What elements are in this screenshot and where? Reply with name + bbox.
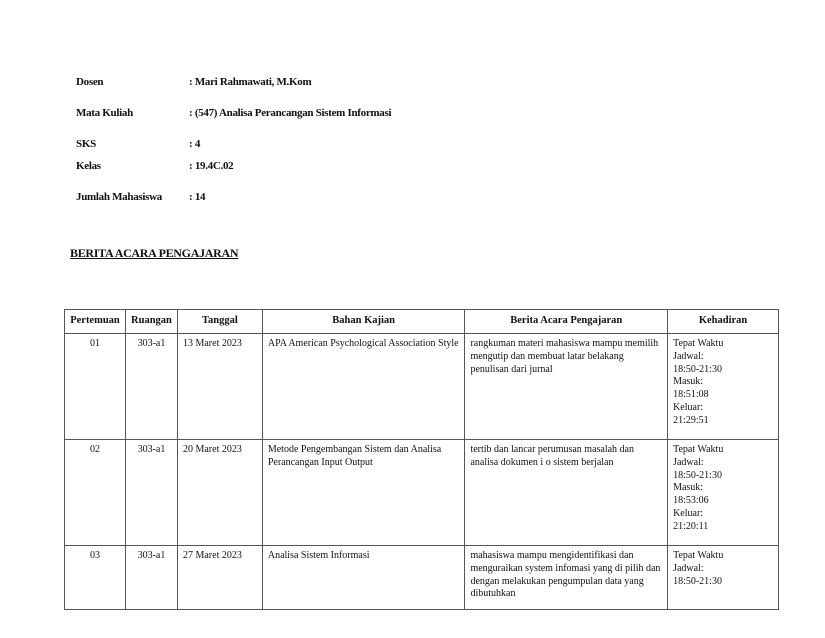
cell-kehadiran <box>668 334 779 440</box>
jumlah-mahasiswa-label: Jumlah Mahasiswa <box>76 191 162 203</box>
table-row <box>65 440 779 546</box>
cell-ruangan: 303-a1 <box>125 440 177 546</box>
jadwal-label: Jadwal: <box>673 562 704 574</box>
mata-kuliah-label: Mata Kuliah <box>76 107 133 119</box>
cell-tanggal: 27 Maret 2023 <box>177 546 262 610</box>
jadwal-value: 18:50-21:30 <box>673 575 722 587</box>
cell-berita-acara: rangkuman materi mahasiswa mampu memilih mengutip dan membuat latar belakang penulisan dari jurnal <box>465 334 668 440</box>
col-header-bahan-kajian: Bahan Kajian <box>262 310 465 334</box>
info-jumlah-mahasiswa <box>76 191 205 203</box>
jumlah-mahasiswa-value: : 14 <box>189 191 206 203</box>
jadwal-label: Jadwal: <box>673 456 704 468</box>
dosen-value: : Mari Rahmawati, M.Kom <box>189 76 312 88</box>
jadwal-label: Jadwal: <box>673 350 704 362</box>
cell-bahan-kajian: Analisa Sistem Informasi <box>262 546 465 610</box>
kehadiran-status: Tepat Waktu <box>673 338 724 349</box>
dosen-label: Dosen <box>76 76 104 88</box>
kehadiran-status: Tepat Waktu <box>673 550 724 561</box>
table-row <box>65 334 779 440</box>
keluar-value: 21:29:51 <box>673 414 709 426</box>
cell-berita-acara: mahasiswa mampu mengidentifikasi dan menguraikan system infomasi yang di pilih dan dengan melakukan pengumpulan data yang dibutuhkan <box>465 546 668 610</box>
kelas-label: Kelas <box>76 160 101 172</box>
cell-pertemuan: 02 <box>65 440 126 546</box>
cell-bahan-kajian: APA American Psychological Association Style <box>262 334 465 440</box>
berita-acara-table <box>64 309 779 610</box>
masuk-value: 18:51:08 <box>673 389 709 401</box>
sks-label: SKS <box>76 138 96 150</box>
cell-ruangan: 303-a1 <box>125 546 177 610</box>
col-header-kehadiran: Kehadiran <box>668 310 779 334</box>
table-row <box>65 546 779 610</box>
kehadiran-status: Tepat Waktu <box>673 444 724 455</box>
col-header-pertemuan: Pertemuan <box>65 310 126 334</box>
kelas-value: : 19.4C.02 <box>189 160 234 172</box>
mata-kuliah-value: : (547) Analisa Perancangan Sistem Informasi <box>189 107 392 119</box>
jadwal-value: 18:50-21:30 <box>673 363 722 375</box>
cell-berita-acara: tertib dan lancar perumusan masalah dan analisa dokumen i o sistem berjalan <box>465 440 668 546</box>
info-dosen <box>76 76 311 88</box>
keluar-label: Keluar: <box>673 401 704 413</box>
col-header-tanggal: Tanggal <box>177 310 262 334</box>
sks-value: : 4 <box>189 138 201 150</box>
masuk-value: 18:53:06 <box>673 495 709 507</box>
keluar-value: 21:20:11 <box>673 520 709 532</box>
keluar-label: Keluar: <box>673 507 704 519</box>
masuk-label: Masuk: <box>673 376 704 388</box>
cell-ruangan: 303-a1 <box>125 334 177 440</box>
cell-tanggal: 20 Maret 2023 <box>177 440 262 546</box>
col-header-berita-acara: Berita Acara Pengajaran <box>465 310 668 334</box>
cell-pertemuan: 01 <box>65 334 126 440</box>
cell-pertemuan: 03 <box>65 546 126 610</box>
cell-tanggal: 13 Maret 2023 <box>177 334 262 440</box>
info-kelas <box>76 160 233 172</box>
cell-kehadiran <box>668 546 779 610</box>
col-header-ruangan: Ruangan <box>125 310 177 334</box>
section-heading: BERITA ACARA PENGAJARAN <box>70 246 239 260</box>
info-sks <box>76 138 200 150</box>
table-header-row <box>65 310 779 334</box>
cell-bahan-kajian: Metode Pengembangan Sistem dan Analisa Perancangan Input Output <box>262 440 465 546</box>
cell-kehadiran <box>668 440 779 546</box>
info-mata-kuliah <box>76 107 391 119</box>
masuk-label: Masuk: <box>673 482 704 494</box>
jadwal-value: 18:50-21:30 <box>673 469 722 481</box>
